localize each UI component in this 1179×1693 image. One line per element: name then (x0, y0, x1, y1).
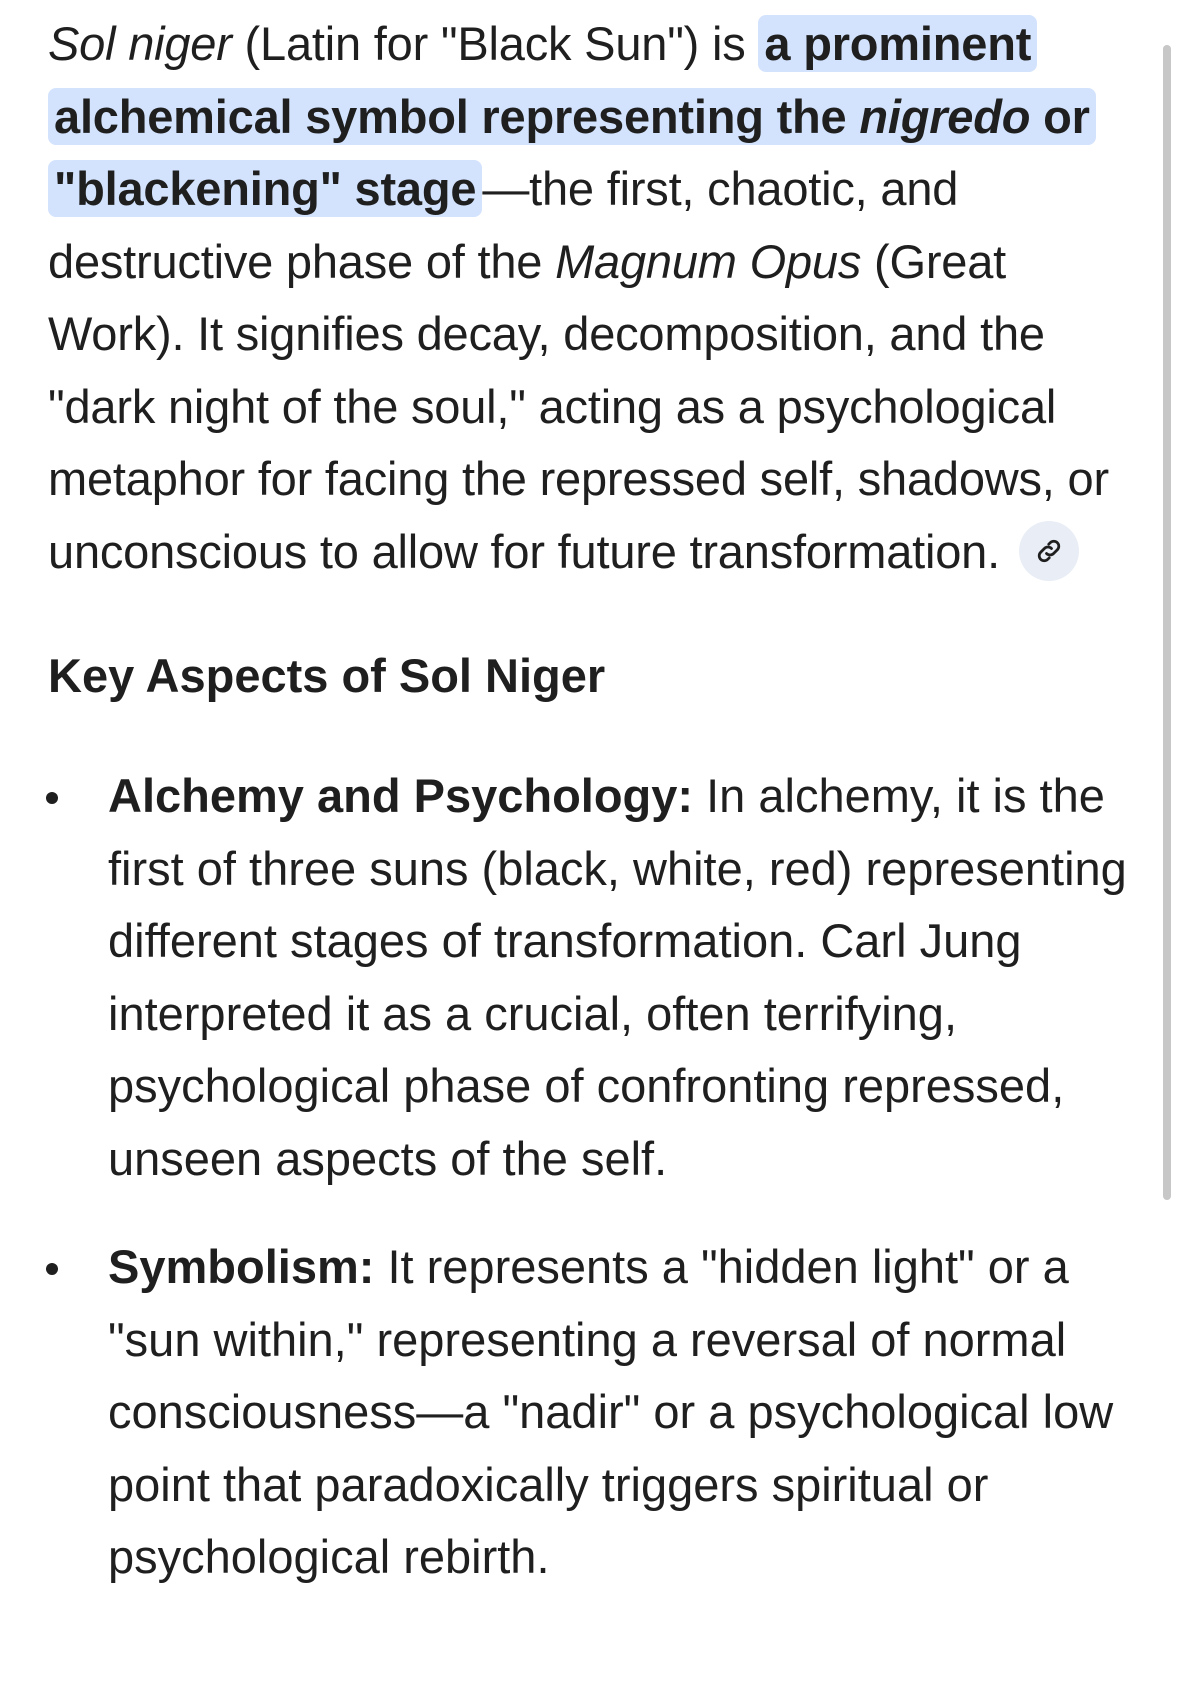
list-item-alchemy (48, 760, 1130, 1195)
intro-paragraph (48, 8, 1130, 588)
section-heading: Key Aspects of Sol Niger (48, 649, 606, 702)
scrollbar[interactable] (1163, 45, 1171, 1200)
bullet-title: Symbolism: (108, 1240, 375, 1293)
bullet-dot (46, 792, 58, 804)
term-sol-niger: Sol niger (48, 17, 232, 70)
response-body (48, 8, 1130, 1630)
intro-rest: (Great Work). It signifies decay, decomposition, and the "dark night of the soul," acting as a psychological metaphor for facing the repressed self, shadows, or unconscious to allow for future transformation. (48, 234, 1109, 578)
aspects-list (48, 760, 1130, 1594)
latin-translation: (Latin for "Black Sun") is (231, 17, 759, 70)
bullet-text: It represents a "hidden light" or a "sun within," representing a reversal of normal consciousness—a "nadir" or a psychological low point that paradoxically triggers spiritual or psychological rebirth. (108, 1240, 1114, 1583)
highlight-text-part1: a prominent alchemical symbol representing the (54, 17, 1032, 143)
highlight-nigredo: nigredo (859, 89, 1031, 143)
term-magnum-opus: Magnum Opus (555, 234, 862, 288)
dash-text: —the first, chaotic, and destructive phase of the (48, 162, 959, 288)
source-link-button[interactable] (1019, 521, 1079, 581)
bullet-title: Alchemy and Psychology: (108, 769, 694, 822)
list-item-symbolism (48, 1231, 1130, 1594)
bullet-dot (46, 1263, 58, 1275)
highlight-text-part2: or "blackening" stage (54, 89, 1090, 215)
link-icon (1034, 536, 1064, 566)
bullet-text: In alchemy, it is the first of three suns (black, white, red) representing different stages of transformation. Carl Jung interpreted it as a crucial, often terrifying, psychological phase of confronting repressed, unseen aspects of the self. (108, 769, 1127, 1185)
